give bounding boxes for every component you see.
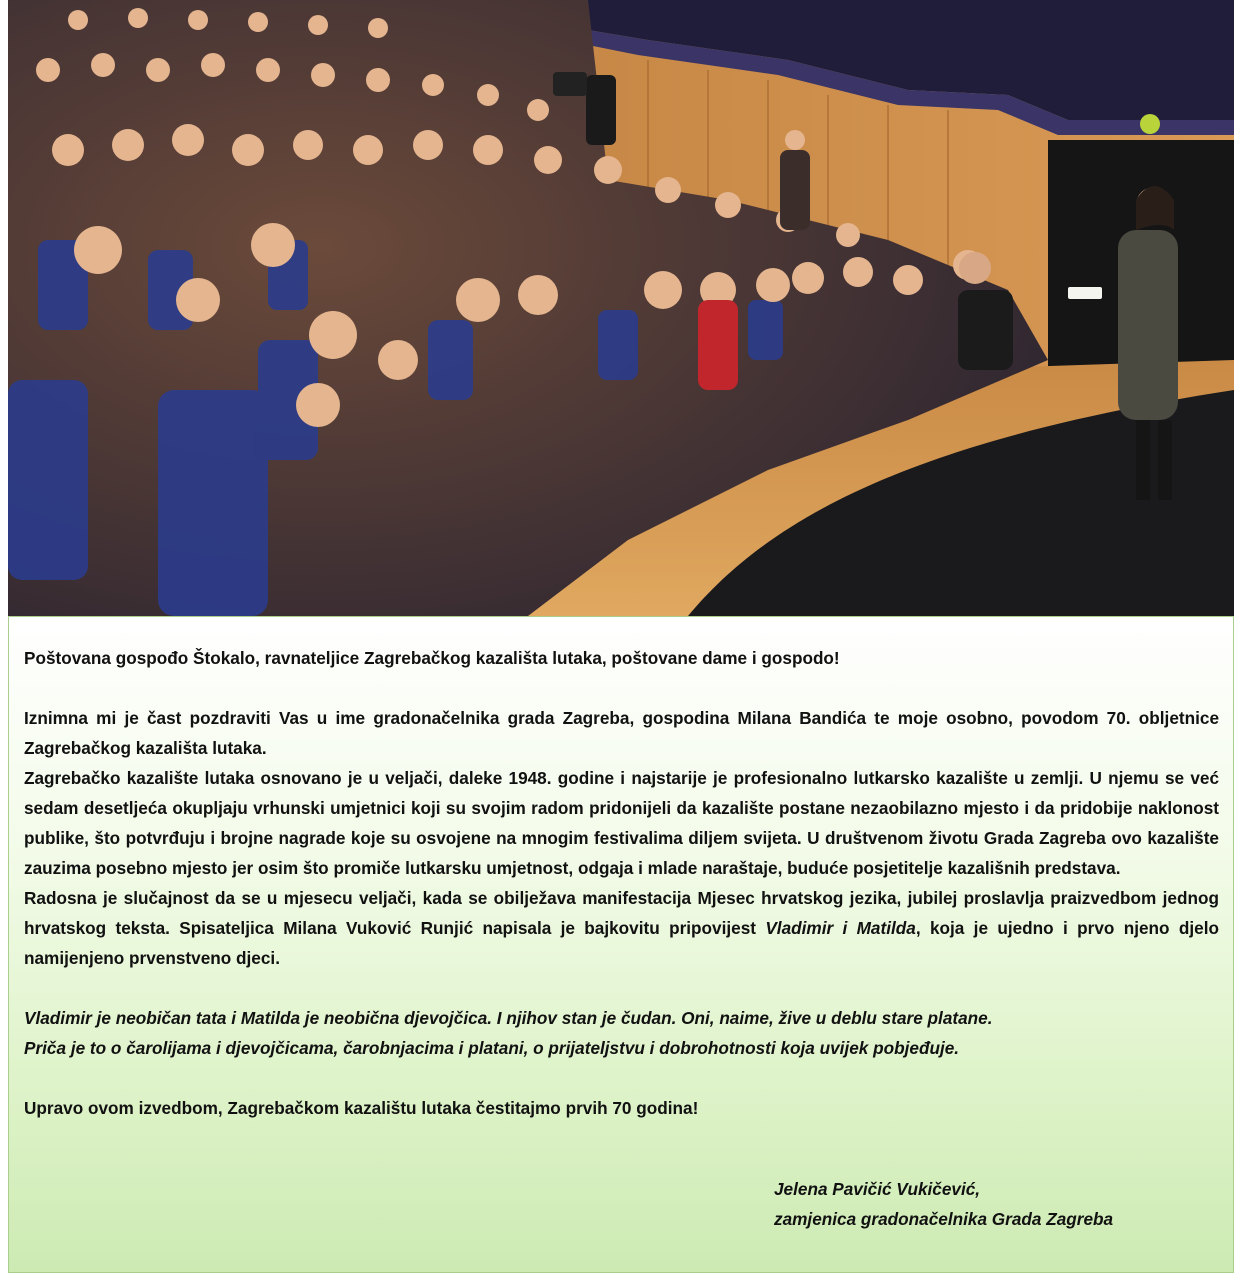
- letter-paragraph-3: [24, 883, 1219, 973]
- para3-before: Radosna je slučajnost da se u mjesecu veljači, kada se obilježava manifestacija Mjesec hrvatskog jezika, jubilej proslavlja praizvedbom jednog hrvatskog teksta. Spisateljica Milana Vuković Runjić napisala je bajkovitu pripovijest: [24, 888, 1219, 938]
- quote-line-1: Vladimir je neobičan tata i Matilda je neobična djevojčica. I njihov stan je čudan. Oni, naime, žive u deblu stare platane.: [24, 1008, 993, 1028]
- para3-after: , koja je ujedno i prvo njeno djelo namijenjeno prvenstveno djeci.: [24, 918, 1219, 968]
- letter-paragraph-1: Iznimna mi je čast pozdraviti Vas u ime gradonačelnika grada Zagreba, gospodina Milana Bandića te moje osobno, povodom 70. obljetnice Zagrebačkog kazališta lutaka.: [24, 708, 1219, 758]
- play-quote: [24, 1003, 1219, 1063]
- letter-paragraph-2: Zagrebačko kazalište lutaka osnovano je u veljači, daleke 1948. godine i najstarije je profesionalno lutkarsko kazalište u zemlji. U njemu se već sedam desetljeća okupljaju vrhunski umjetnici koji su svojim radom pridonijeli da kazalište postane nezaobilazno mjesto i da pridobije naklonost publike, što potvrđuju i brojne nagrade koje su osvojene na mnogim festivalima diljem svijeta. U društvenom životu Grada Zagreba ovo kazalište zauzima posebno mjesto jer osim što promiče lutkarsku umjetnost, odgaja i mlade naraštaje, buduće posjetitelje kazališnih predstava.: [24, 768, 1219, 878]
- theater-audience-photo: [8, 0, 1234, 616]
- signature-block: [774, 1174, 1113, 1234]
- signature-title: zamjenica gradonačelnika Grada Zagreba: [774, 1209, 1114, 1229]
- signature-name: Jelena Pavičić Vukičević,: [774, 1179, 981, 1199]
- letter-greeting: Poštovana gospođo Štokalo, ravnateljice Zagrebačkog kazališta lutaka, poštovane dame i gospodo!: [24, 648, 840, 668]
- photo-illustration: [8, 0, 1234, 616]
- letter-panel: [8, 616, 1234, 1273]
- quote-line-2: Priča je to o čarolijama i djevojčicama, čarobnjacima i platani, o prijateljstvu i dobrohotnosti koja uvijek pobjeđuje.: [24, 1038, 960, 1058]
- play-title: Vladimir i Matilda: [765, 918, 916, 938]
- letter-closing: Upravo ovom izvedbom, Zagrebačkom kazalištu lutaka čestitajmo prvih 70 godina!: [24, 1098, 699, 1118]
